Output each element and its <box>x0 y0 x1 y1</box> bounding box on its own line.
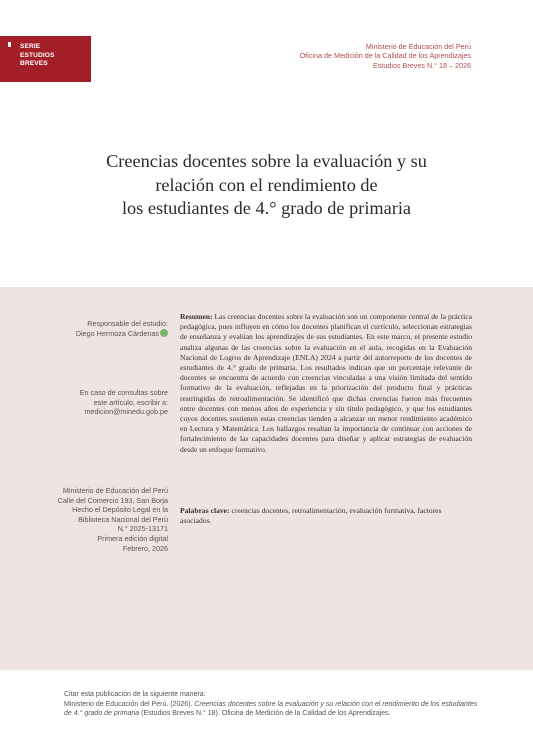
series-logo-block <box>0 36 91 82</box>
publisher-series-number: Estudios Breves N.° 18 – 2026 <box>373 60 471 70</box>
orcid-icon[interactable] <box>160 329 168 337</box>
legal-info-block <box>58 486 168 553</box>
legal-line-5: N.° 2025-13171 <box>117 524 168 534</box>
series-logo-text <box>20 43 55 69</box>
responsible-block <box>76 319 168 338</box>
keywords-body: creencias docentes, retroalimentación, evaluación formativa, factores asociados. <box>180 506 442 526</box>
contact-line-1: En caso de consultas sobre <box>79 388 168 397</box>
legal-line-1: Ministerio de Educación del Perú <box>62 486 168 495</box>
series-logo-bar <box>8 42 11 47</box>
keywords-label: Palabras clave: <box>180 506 230 515</box>
keywords <box>180 506 472 526</box>
legal-line-2: Calle del Comercio 193, San Borja <box>57 495 168 505</box>
citation-intro: Citar esta publicación de la siguiente manera: <box>64 691 206 698</box>
series-line-3: BREVES <box>20 60 48 68</box>
legal-line-6: Primera edición digital <box>97 533 168 543</box>
publisher-office: Oficina de Medición de la Calidad de los Aprendizajes <box>299 51 471 61</box>
publisher-ministry: Ministerio de Educación del Perú <box>365 42 471 51</box>
legal-line-7: Febrero, 2026 <box>122 543 168 553</box>
contact-block <box>80 388 168 417</box>
series-line-1: SERIE <box>20 43 41 50</box>
title-line-1: Creencias docentes sobre la evaluación y su <box>106 151 427 171</box>
legal-line-3: Hecho el Depósito Legal en la <box>72 505 168 515</box>
title-line-2: relación con el rendimiento de <box>155 174 378 195</box>
document-title <box>40 150 493 221</box>
abstract-text <box>180 312 472 455</box>
responsible-label: Responsable del estudio: <box>87 319 168 328</box>
responsible-name-row <box>76 329 168 339</box>
citation-rest: (Estudios Breves N.° 18). Oficina de Medición de la Calidad de los Aprendizajes. <box>141 710 391 718</box>
citation-title: Creencias docentes sobre la evaluación y su relación con el rendimiento de los estudiantes de 4.° grado de primaria <box>64 700 478 718</box>
series-line-2: ESTUDIOS <box>20 51 55 59</box>
responsible-name: Diego Hermoza Cárdenas <box>75 328 159 338</box>
abstract-body: Las creencias docentes sobre la evaluación son un componente central de la práctica pedagógica, pues influyen en cómo los docentes planifican el currículo, seleccionan estrategias de enseñanza y evalúan los aprendizajes de sus estudiantes. En este marco, el presente estudio analiza algunas de las creencias sobre la evaluación en el aula, recogidas en la Evaluación Nacional de Logros de Aprendizaje (ENLA) 2024 a partir del autorreporte de los docentes de estudiantes de 4.° grado de primaria. Los resultados indican que un porcentaje relevante de docentes se encuentra de acuerdo con creencias vinculadas a una visión limitada del sentido formativo de la evaluación, reflejadas en la priorización del producto final y prácticas restringidas de retroalimentación. Se identificó que dichas creencias fueron más frecuentes entre docentes con menos años de experiencia y sin título pedagógico, y que los estudiantes cuyos docentes sostienen estas creencias tienden a alcanzar un menor rendimiento académico en Lectura y Matemática. Los hallazgos resaltan la importancia de continuar con acciones de fortalecimiento de las capacidades docentes para diseñar y aplicar estrategias de evaluación desde un enfoque formativo. <box>180 312 472 454</box>
legal-line-4: Biblioteca Nacional del Perú <box>78 514 168 524</box>
abstract-label: Resumen: <box>180 312 213 321</box>
publisher-header <box>300 42 471 70</box>
contact-email[interactable]: medicion@minedu.gob.pe <box>84 407 168 417</box>
title-line-3: los estudiantes de 4.° grado de primaria <box>121 198 412 218</box>
citation-block <box>64 690 484 719</box>
contact-line-2: este artículo, escribir a: <box>93 397 168 407</box>
citation-reference <box>64 700 484 719</box>
citation-author: Ministerio de Educación del Perú. (2026). <box>64 700 193 708</box>
